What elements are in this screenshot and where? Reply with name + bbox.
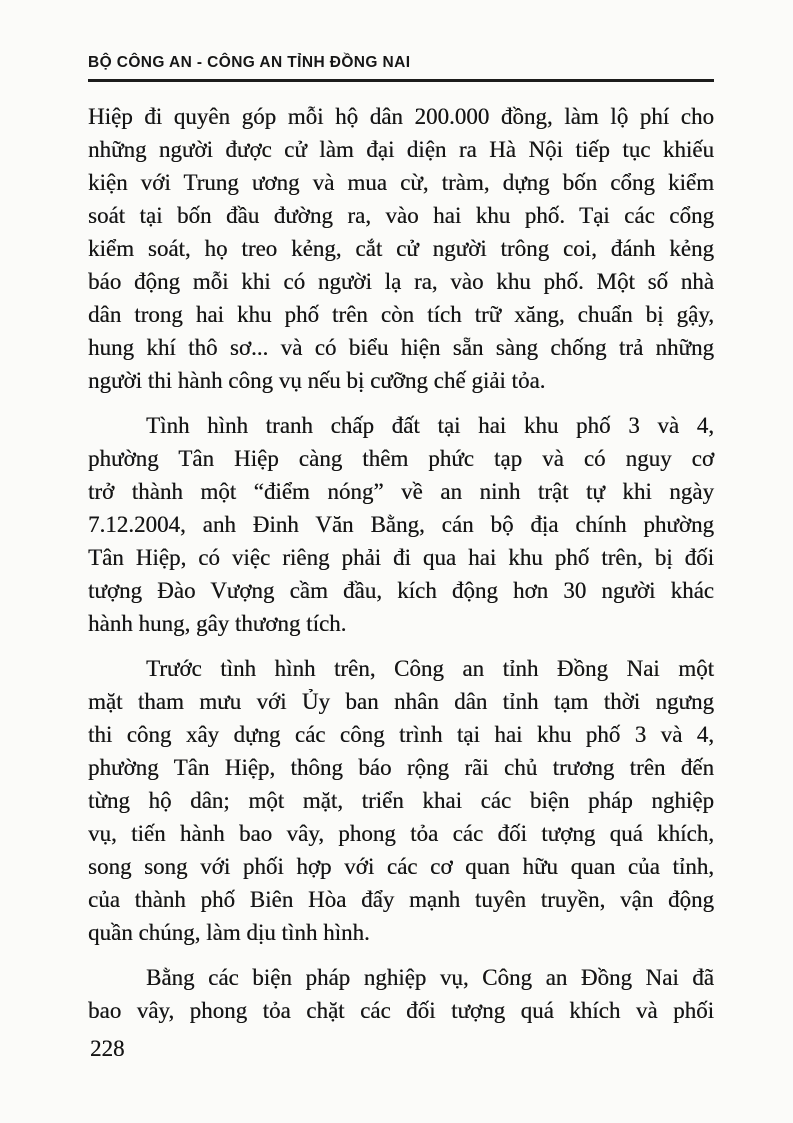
body-text — [88, 100, 714, 1027]
paragraph — [88, 409, 714, 640]
text-line: Hiệp đi quyên góp mỗi hộ dân 200.000 đồng, làm lộ phí cho — [88, 104, 714, 129]
text-line: người thi hành công vụ nếu bị cưỡng chế giải tỏa. — [88, 368, 546, 393]
paragraph — [88, 652, 714, 949]
text-line: soát tại bốn đầu đường ra, vào hai khu phố. Tại các cổng — [88, 203, 714, 228]
text-line: thi công xây dựng các công trình tại hai khu phố 3 và 4, — [88, 722, 714, 747]
text-line: báo động mỗi khi có người lạ ra, vào khu phố. Một số nhà — [88, 269, 714, 294]
text-line: Tân Hiệp, có việc riêng phải đi qua hai khu phố trên, bị đối — [88, 545, 714, 570]
paragraph — [88, 961, 714, 1027]
text-line: tượng Đào Vượng cầm đầu, kích động hơn 30 người khác — [88, 578, 714, 603]
text-line: phường Tân Hiệp càng thêm phức tạp và có nguy cơ — [88, 446, 714, 471]
text-line: kiểm soát, họ treo kẻng, cắt cử người trông coi, đánh kẻng — [88, 236, 714, 261]
page-number: 228 — [90, 1036, 125, 1061]
text-line: của thành phố Biên Hòa đẩy mạnh tuyên truyền, vận động — [88, 887, 714, 912]
text-line: hung khí thô sơ... và có biểu hiện sẵn sàng chống trả những — [88, 335, 714, 360]
text-line: những người được cử làm đại diện ra Hà Nội tiếp tục khiếu — [88, 137, 714, 162]
running-header: BỘ CÔNG AN - CÔNG AN TỈNH ĐỒNG NAI — [88, 54, 714, 82]
text-line: song song với phối hợp với các cơ quan hữu quan của tỉnh, — [88, 854, 714, 879]
text-line: 7.12.2004, anh Đinh Văn Bằng, cán bộ địa chính phường — [88, 512, 714, 537]
text-line: Trước tình hình trên, Công an tỉnh Đồng Nai một — [146, 656, 714, 681]
text-line: bao vây, phong tỏa chặt các đối tượng quá khích và phối — [88, 998, 714, 1023]
text-line: mặt tham mưu với Ủy ban nhân dân tỉnh tạm thời ngưng — [88, 689, 714, 714]
paragraph — [88, 100, 714, 397]
text-line: dân trong hai khu phố trên còn tích trữ xăng, chuẩn bị gậy, — [88, 302, 714, 327]
text-line: trở thành một “điểm nóng” về an ninh trật tự khi ngày — [88, 479, 714, 504]
text-line: kiện với Trung ương và mua cừ, tràm, dựng bốn cổng kiểm — [88, 170, 714, 195]
text-line: từng hộ dân; một mặt, triển khai các biện pháp nghiệp — [88, 788, 714, 813]
text-line: Tình hình tranh chấp đất tại hai khu phố 3 và 4, — [146, 413, 714, 438]
text-line: phường Tân Hiệp, thông báo rộng rãi chủ trương trên đến — [88, 755, 714, 780]
text-line: vụ, tiến hành bao vây, phong tỏa các đối tượng quá khích, — [88, 821, 714, 846]
text-line: hành hung, gây thương tích. — [88, 611, 347, 636]
text-line: Bằng các biện pháp nghiệp vụ, Công an Đồng Nai đã — [146, 965, 714, 990]
text-line: quần chúng, làm dịu tình hình. — [88, 920, 370, 945]
